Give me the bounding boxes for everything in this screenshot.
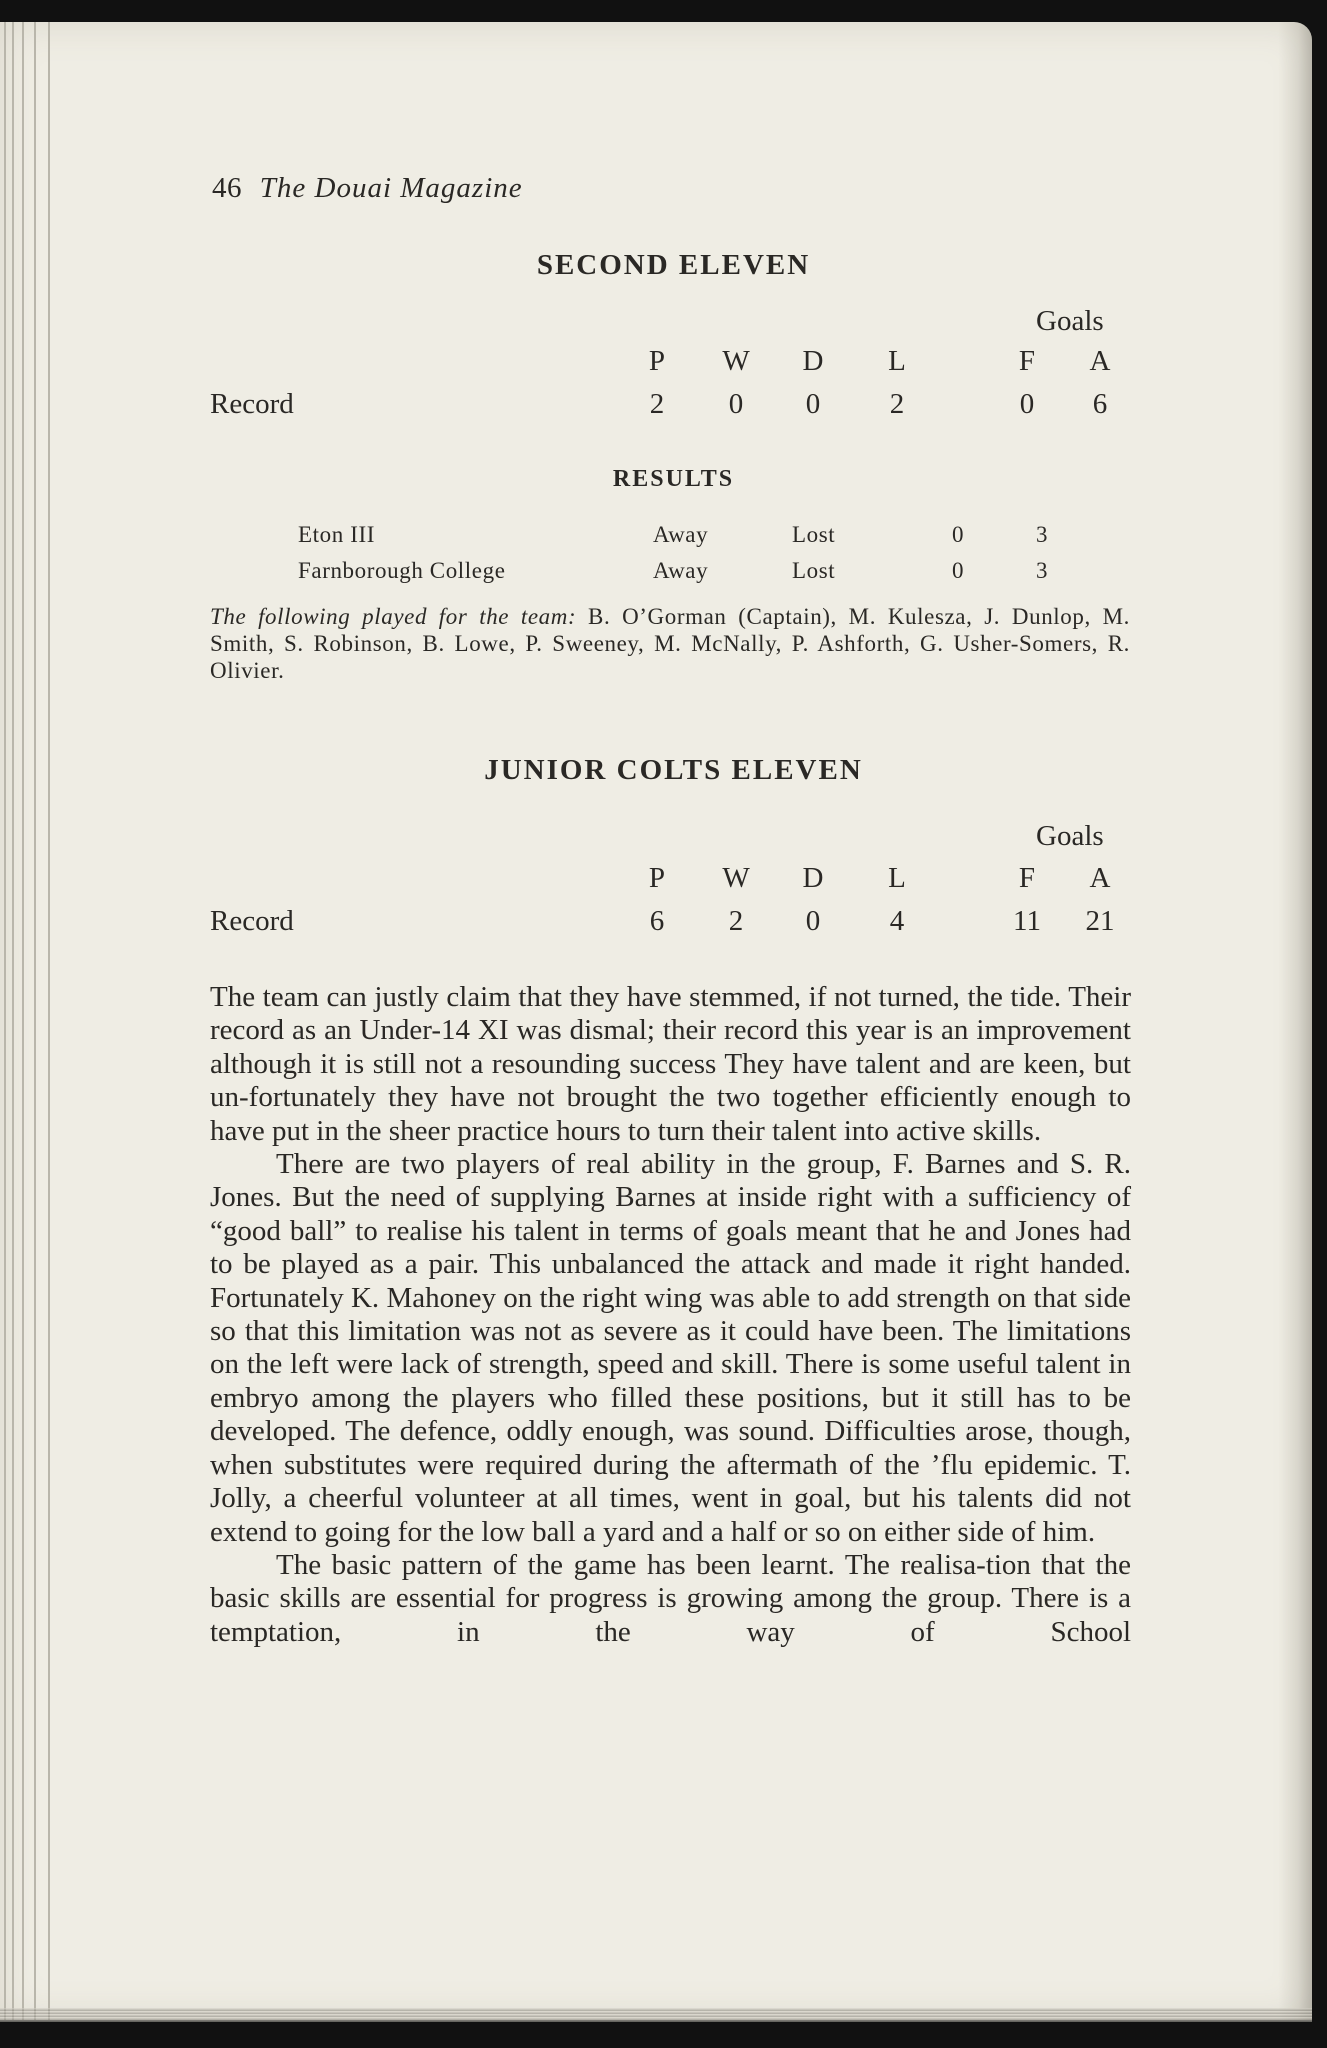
players-list [210, 603, 1130, 684]
col-header-a: A [1089, 862, 1111, 894]
value-f: 0 [1019, 388, 1035, 420]
value-a: 21 [1085, 905, 1115, 937]
players-names: B. O’Gorman (Captain), M. Kulesza, J. Dunlop, M. Smith, S. Robinson, B. Lowe, P. Sweeney, M. McNally, P. Ashforth, G. Usher-Somers, R. Olivier. [210, 604, 1131, 683]
results-goals-against: 3 [1035, 558, 1049, 583]
goals-label: Goals [1036, 305, 1104, 337]
col-header-p: P [648, 862, 666, 894]
page-edge [4, 22, 6, 2020]
results-venue: Away [653, 558, 709, 583]
value-d: 0 [805, 388, 821, 420]
value-w: 2 [728, 905, 744, 937]
record-header-row [210, 862, 1140, 898]
results-outcome: Lost [792, 558, 836, 583]
section-heading-second-eleven: SECOND ELEVEN [536, 249, 811, 281]
col-header-l: L [888, 862, 906, 894]
col-header-f: F [1018, 862, 1036, 894]
results-opponent: Eton III [298, 522, 375, 547]
results-opponent: Farnborough College [298, 558, 506, 583]
goals-label: Goals [1036, 820, 1104, 852]
record-value-row [210, 388, 1140, 424]
value-a: 6 [1092, 388, 1108, 420]
value-p: 6 [649, 905, 665, 937]
value-p: 2 [649, 388, 665, 420]
page-bottom-edge [0, 2008, 1312, 2022]
col-header-d: D [802, 345, 824, 377]
paragraph: There are two players of real ability in the group, F. Barnes and S. R. Jones. But the need of supplying Barnes at inside right with a sufficiency of “good ball” to realise his talent in terms of goals meant that he and Jones had to be played as a pair. This unbalanced the attack and made it right handed. Fortunately K. Mahoney on the right wing was able to add strength on that side so that this limitation was not as severe as it could have been. The limitations on the left were lack of strength, speed and skill. There is some useful talent in embryo among the players who filled these positions, but it still has to be developed. The defence, oddly enough, was sound. Difficulties arose, though, when substitutes were required during the aftermath of the ’flu epidemic. T. Jolly, a cheerful volunteer at all times, went in goal, but his talents did not extend to going for the low ball a yard and a half or so on either side of him. [210, 1148, 1131, 1548]
col-header-l: L [888, 345, 906, 377]
record-header-row [210, 345, 1140, 381]
results-heading: RESULTS [612, 466, 735, 492]
page-gutter-shadow [1278, 22, 1312, 2020]
col-header-w: W [722, 862, 750, 894]
value-d: 0 [805, 905, 821, 937]
publication-title: The Douai Magazine [259, 172, 523, 204]
record-label: Record [210, 905, 294, 937]
results-goals-against: 3 [1035, 522, 1049, 547]
running-head [212, 172, 523, 205]
page-number: 46 [212, 172, 242, 204]
results-row [298, 522, 1098, 554]
results-goals-for: 0 [951, 522, 965, 547]
paragraph: The team can justly claim that they have stemmed, if not turned, the tide. Their record as an Under-14 XI was dismal; their record this year is an improvement although it is still not a resounding success They have talent and are keen, but un-fortunately they have not brought the two together efficiently enough to have put in the sheer practice hours to turn their talent into active skills. [210, 981, 1131, 1147]
results-outcome: Lost [792, 522, 836, 547]
results-goals-for: 0 [951, 558, 965, 583]
col-header-d: D [802, 862, 824, 894]
col-header-f: F [1018, 345, 1036, 377]
paragraph: The basic pattern of the game has been learnt. The realisa-tion that the basic skills are essential for progress is growing among the group. There is a temptation, in the way of School [210, 1548, 1131, 1648]
page-edge [22, 22, 24, 2020]
value-l: 2 [889, 388, 905, 420]
col-header-a: A [1089, 345, 1111, 377]
value-f: 11 [1013, 905, 1041, 937]
players-lead: The following played for the team: [210, 604, 577, 629]
col-header-p: P [648, 345, 666, 377]
value-l: 4 [889, 905, 905, 937]
value-w: 0 [728, 388, 744, 420]
page-edge [48, 22, 50, 2020]
col-header-w: W [722, 345, 750, 377]
page-edge [34, 22, 36, 2020]
results-venue: Away [653, 522, 709, 547]
page-edge [12, 22, 14, 2020]
report-body [210, 981, 1131, 1649]
section-heading-junior-colts-eleven: JUNIOR COLTS ELEVEN [484, 754, 863, 786]
results-row [298, 558, 1098, 590]
record-value-row [210, 905, 1140, 941]
record-label: Record [210, 388, 294, 420]
